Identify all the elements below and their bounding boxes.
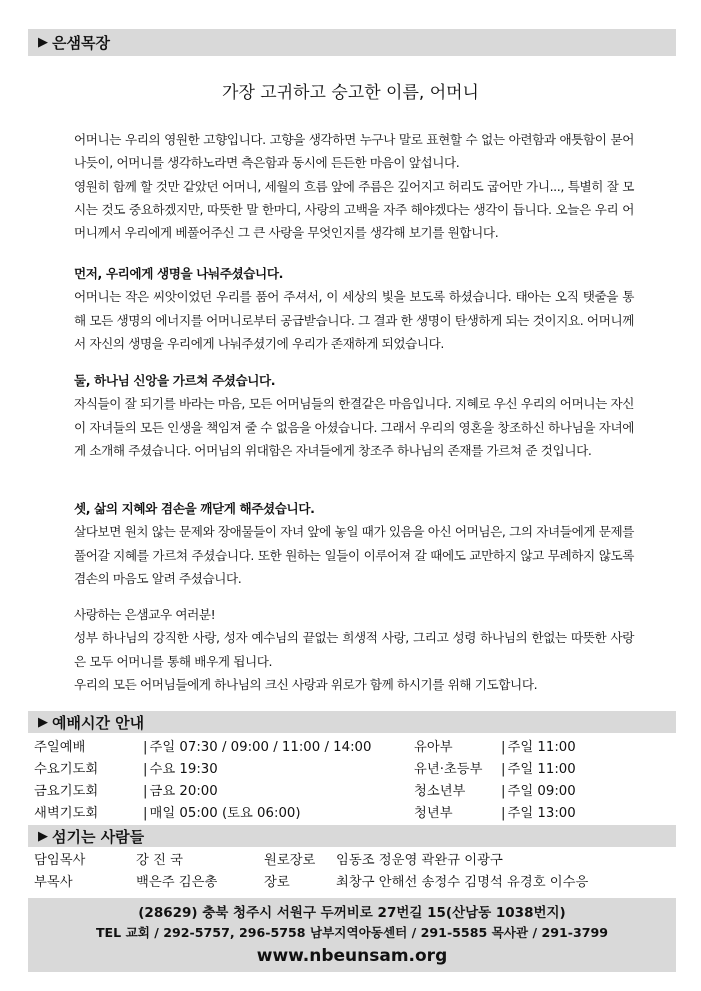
service-name: 금요기도회 [34, 784, 99, 799]
triangle-marker-icon: ▶ [38, 828, 48, 844]
worship-header-bar [28, 711, 676, 733]
service-name: 주일예배 [34, 740, 86, 755]
department-name: 유아부 [414, 740, 453, 755]
staff-title: 섬기는 사람들 [52, 827, 145, 846]
service-time: 금요 20:00 [149, 784, 218, 799]
schedule-row [414, 781, 576, 803]
department-time: 주일 11:00 [507, 740, 576, 755]
prayer-line: 우리의 모든 어머님들에게 하나님의 크신 사랑과 위로가 함께 하시기를 위해 기도합니다. [74, 676, 538, 692]
triangle-marker-icon: ▶ [38, 714, 48, 730]
triangle-marker-icon: ▶ [38, 35, 48, 50]
staff-role: 부목사 [34, 875, 73, 890]
section-faith [74, 369, 634, 462]
section-header-bar [28, 29, 676, 56]
separator: | [143, 806, 148, 821]
service-time: 수요 19:30 [149, 762, 218, 777]
staff-list [34, 850, 588, 894]
service-time: 매일 05:00 (토요 06:00) [149, 806, 301, 821]
section-text: 자식들이 잘 되기를 바라는 마음, 모든 어머님들의 한결같은 마음입니다. 지혜로 우신 우리의 어머니는 자신이 자녀들의 모든 인생을 책임져 줄 수 없음을 아셨습니다. 그래서 우리의 영혼을 창조하신 하나님을 자녀에게 소개해 주셨습니다. 어머님의 위대함은 자녀들에게 창조주 하나님의 존재를 가르쳐 준 것입니다. [74, 396, 634, 458]
service-time: 주일 07:30 / 09:00 / 11:00 / 14:00 [149, 740, 372, 755]
section-wisdom [74, 497, 634, 590]
department-time: 주일 09:00 [507, 784, 576, 799]
department-name: 청소년부 [414, 784, 466, 799]
section-life [74, 262, 634, 355]
department-name: 청년부 [414, 806, 453, 821]
staff-row [34, 872, 588, 894]
separator: | [143, 784, 148, 799]
staff-names: 최창구 안해선 송정수 김명석 유경호 이수응 [336, 875, 589, 890]
section-label: 은샘목장 [52, 34, 110, 52]
separator: | [501, 784, 506, 799]
greeting: 사랑하는 은샘교우 여러분! [74, 607, 216, 622]
outro-section [74, 603, 634, 696]
separator: | [501, 806, 506, 821]
schedule-row [34, 781, 371, 803]
staff-role: 장로 [264, 875, 290, 890]
schedule-row [34, 737, 371, 759]
staff-names: 임동조 정운영 곽완규 이광구 [336, 853, 503, 868]
staff-role: 담임목사 [34, 853, 86, 868]
department-time: 주일 13:00 [507, 806, 576, 821]
separator: | [501, 740, 506, 755]
schedule-row [34, 759, 371, 781]
section-heading: 먼저, 우리에게 생명을 나눠주셨습니다. [74, 266, 283, 281]
schedule-row [414, 759, 576, 781]
intro-section [74, 128, 634, 244]
staff-names: 백은주 김은총 [136, 875, 218, 890]
footer-contact [28, 898, 676, 972]
staff-role: 원로장로 [264, 853, 316, 868]
intro-paragraph: 어머니는 우리의 영원한 고향입니다. 고향을 생각하면 누구나 말로 표현할 수 없는 아련함과 애틋함이 묻어나듯이, 어머니를 생각하노라면 측은함과 동시에 든든한 마음이 앞섭니다. [74, 132, 634, 171]
department-time: 주일 11:00 [507, 762, 576, 777]
staff-names: 강 진 국 [136, 853, 183, 868]
church-address: (28629) 충북 청주시 서원구 두꺼비로 27번길 15(산남동 1038번지) [138, 905, 566, 921]
service-name: 새벽기도회 [34, 806, 99, 821]
section-text: 어머니는 작은 씨앗이었던 우리를 품어 주셔서, 이 세상의 빛을 보도록 하셨습니다. 태아는 오직 탯줄을 통해 모든 생명의 에너지를 어머니로부터 공급받습니다. 그 결과 한 생명이 탄생하게 되는 것이지요. 어머니께서 자신의 생명을 우리에게 나눠주셨기에 우리가 존재하게 되었습니다. [74, 289, 634, 351]
separator: | [143, 740, 148, 755]
section-heading: 둘, 하나님 신앙을 가르쳐 주셨습니다. [74, 373, 276, 388]
separator: | [501, 762, 506, 777]
website-link[interactable]: www.nbeunsam.org [256, 946, 448, 966]
schedule-row [34, 803, 371, 825]
worship-title: 예배시간 안내 [52, 713, 145, 732]
worship-schedule-departments [414, 737, 576, 825]
service-name: 수요기도회 [34, 762, 99, 777]
section-heading: 셋, 삶의 지혜와 겸손을 깨닫게 해주셨습니다. [74, 501, 315, 516]
separator: | [143, 762, 148, 777]
worship-schedule-main [34, 737, 371, 825]
intro-paragraph: 영원히 함께 할 것만 같았던 어머니, 세월의 흐름 앞에 주름은 깊어지고 허리도 굽어만 가니..., 특별히 잘 모시는 것도 중요하겠지만, 따뜻한 말 한마디, 사랑의 고백을 자주 해야겠다는 생각이 듭니다. 오늘은 우리 어머니께서 우리에게 베풀어주신 그 큰 사랑을 무엇인지를 생각해 보기를 원합니다. [74, 178, 634, 241]
department-name: 유년·초등부 [414, 762, 483, 777]
staff-row [34, 850, 588, 872]
outro-paragraph: 성부 하나님의 강직한 사랑, 성자 예수님의 끝없는 희생적 사랑, 그리고 성령 하나님의 한없는 따뜻한 사랑은 모두 어머니를 통해 배우게 됩니다. [74, 630, 634, 669]
phone-numbers: TEL 교회 / 292-5757, 296-5758 남부지역아동센터 / 291-5585 목사관 / 291-3799 [95, 925, 609, 940]
staff-header-bar [28, 825, 676, 847]
section-text: 살다보면 원치 않는 문제와 장애물들이 자녀 앞에 놓일 때가 있음을 아신 어머님은, 그의 자녀들에게 문제를 풀어갈 지혜를 가르쳐 주셨습니다. 또한 원하는 일들이 이루어져 갈 때에도 교만하지 않고 무례하지 않도록 겸손의 마음도 알려 주셨습니다. [74, 524, 634, 586]
schedule-row [414, 803, 576, 825]
schedule-row [414, 737, 576, 759]
page-title: 가장 고귀하고 숭고한 이름, 어머니 [222, 83, 479, 103]
